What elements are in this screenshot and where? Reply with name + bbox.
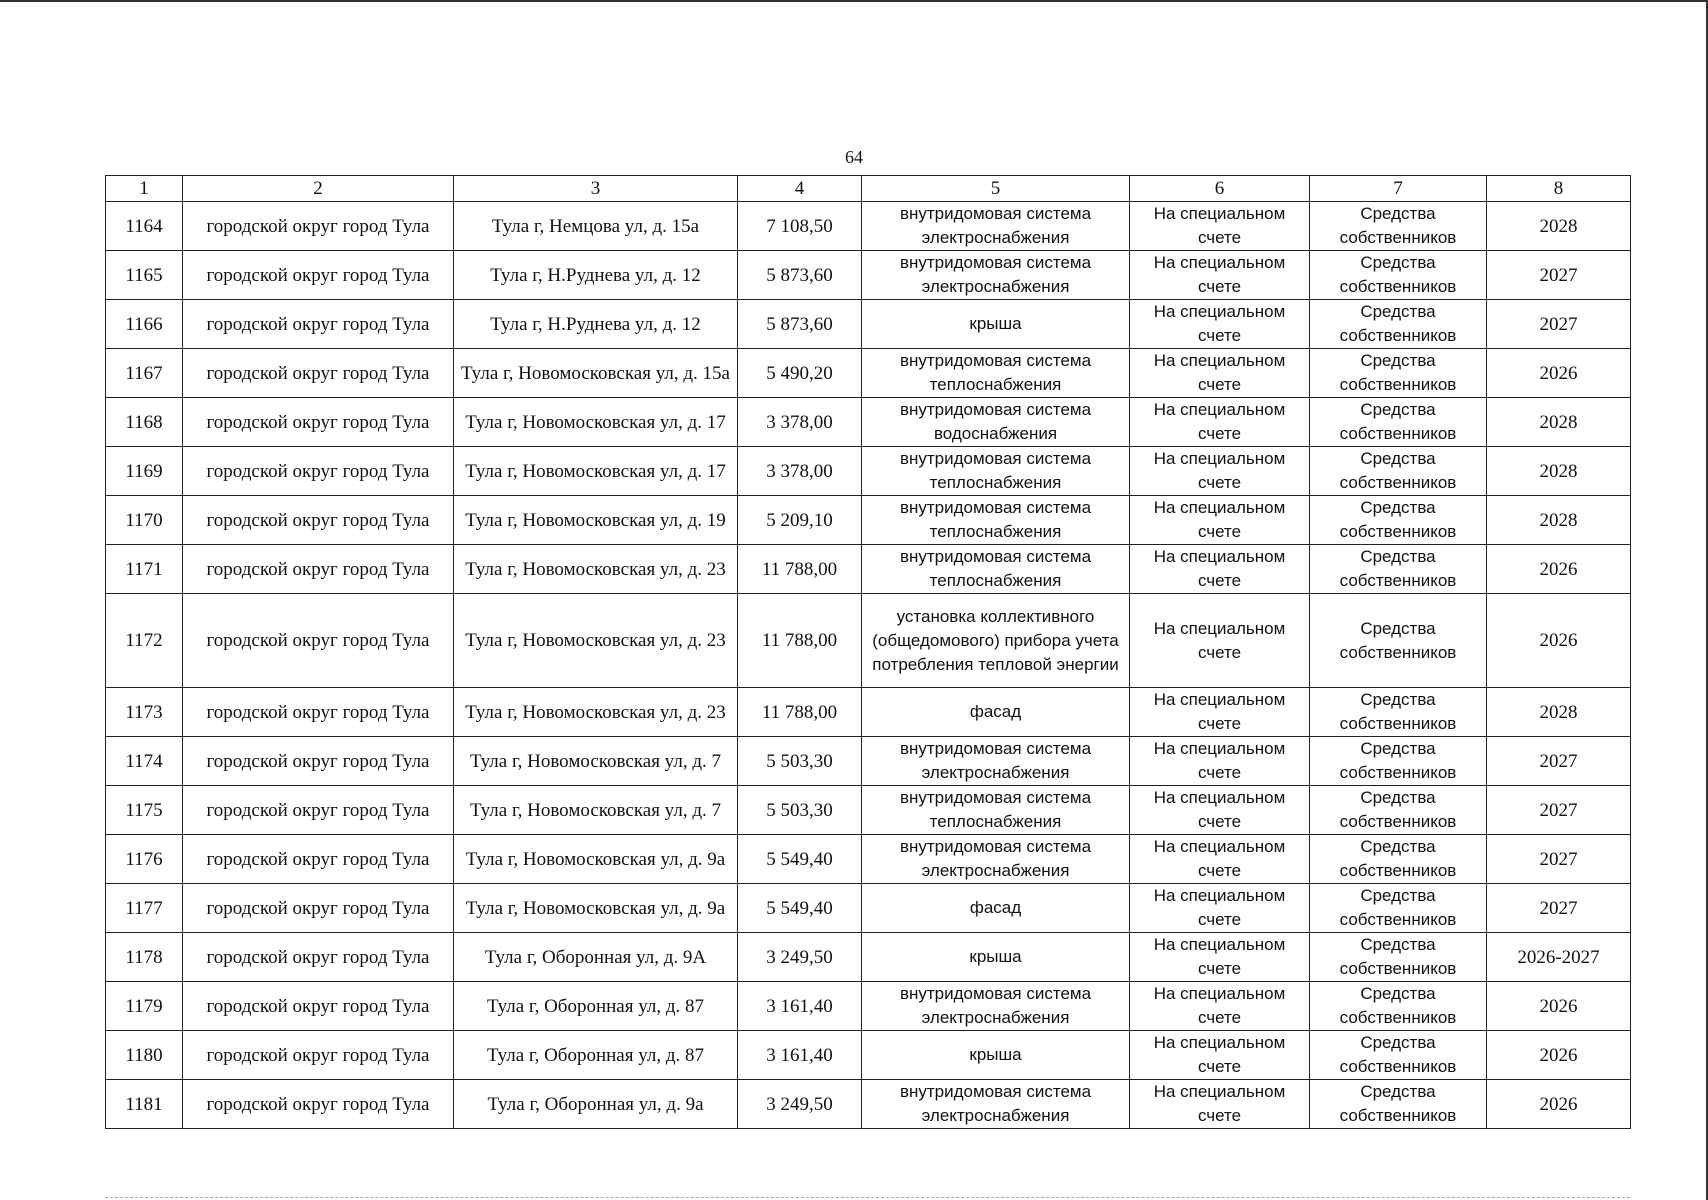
address-cell: Тула г, Оборонная ул, д. 9а — [454, 1080, 738, 1129]
fund-account-cell: На специальном счете — [1130, 737, 1310, 786]
municipality-cell: городской округ город Тула — [183, 300, 454, 349]
fund-account-cell: На специальном счете — [1130, 545, 1310, 594]
municipality-cell: городской округ город Тула — [183, 545, 454, 594]
work-type-cell: внутридомовая система электроснабжения — [862, 1080, 1130, 1129]
municipality-cell: городской округ город Тула — [183, 982, 454, 1031]
fund-account-cell: На специальном счете — [1130, 1080, 1310, 1129]
funding-source-cell: Средства собственников — [1310, 835, 1487, 884]
table-row — [106, 884, 1631, 933]
fund-account-cell: На специальном счете — [1130, 982, 1310, 1031]
area-value-cell: 3 249,50 — [738, 933, 862, 982]
funding-source-cell: Средства собственников — [1310, 884, 1487, 933]
area-value-cell: 11 788,00 — [738, 594, 862, 688]
funding-source-cell: Средства собственников — [1310, 398, 1487, 447]
row-number-cell: 1164 — [106, 202, 183, 251]
fund-account-cell: На специальном счете — [1130, 202, 1310, 251]
funding-source-cell: Средства собственников — [1310, 786, 1487, 835]
year-cell: 2026 — [1487, 545, 1631, 594]
year-cell: 2026 — [1487, 982, 1631, 1031]
area-value-cell: 3 378,00 — [738, 447, 862, 496]
funding-source-cell: Средства собственников — [1310, 688, 1487, 737]
municipality-cell: городской округ город Тула — [183, 594, 454, 688]
work-type-cell: установка коллективного (общедомового) прибора учета потребления тепловой энергии — [862, 594, 1130, 688]
fund-account-cell: На специальном счете — [1130, 349, 1310, 398]
municipality-cell: городской округ город Тула — [183, 202, 454, 251]
year-cell: 2028 — [1487, 398, 1631, 447]
work-type-cell: крыша — [862, 300, 1130, 349]
row-number-cell: 1177 — [106, 884, 183, 933]
table-row — [106, 1080, 1631, 1129]
area-value-cell: 3 161,40 — [738, 982, 862, 1031]
fund-account-cell: На специальном счете — [1130, 496, 1310, 545]
municipality-cell: городской округ город Тула — [183, 447, 454, 496]
table-row — [106, 496, 1631, 545]
area-value-cell: 3 161,40 — [738, 1031, 862, 1080]
funding-source-cell: Средства собственников — [1310, 545, 1487, 594]
municipality-cell: городской округ город Тула — [183, 349, 454, 398]
address-cell: Тула г, Новомосковская ул, д. 17 — [454, 447, 738, 496]
area-value-cell: 11 788,00 — [738, 545, 862, 594]
work-type-cell: внутридомовая система электроснабжения — [862, 835, 1130, 884]
fund-account-cell: На специальном счете — [1130, 884, 1310, 933]
year-cell: 2028 — [1487, 447, 1631, 496]
year-cell: 2026 — [1487, 349, 1631, 398]
year-cell: 2026 — [1487, 1080, 1631, 1129]
page-number: 64 — [845, 147, 863, 167]
row-number-cell: 1165 — [106, 251, 183, 300]
area-value-cell: 5 873,60 — [738, 300, 862, 349]
work-type-cell: фасад — [862, 884, 1130, 933]
column-number: 6 — [1130, 176, 1310, 202]
table-row — [106, 1031, 1631, 1080]
fund-account-cell: На специальном счете — [1130, 786, 1310, 835]
municipality-cell: городской округ город Тула — [183, 251, 454, 300]
municipality-cell: городской округ город Тула — [183, 1080, 454, 1129]
address-cell: Тула г, Новомосковская ул, д. 19 — [454, 496, 738, 545]
municipality-cell: городской округ город Тула — [183, 884, 454, 933]
column-number: 7 — [1310, 176, 1487, 202]
year-cell: 2027 — [1487, 835, 1631, 884]
row-number-cell: 1167 — [106, 349, 183, 398]
address-cell: Тула г, Новомосковская ул, д. 9а — [454, 884, 738, 933]
table-row — [106, 349, 1631, 398]
row-number-cell: 1180 — [106, 1031, 183, 1080]
row-number-cell: 1170 — [106, 496, 183, 545]
work-type-cell: внутридомовая система водоснабжения — [862, 398, 1130, 447]
row-number-cell: 1169 — [106, 447, 183, 496]
area-value-cell: 3 249,50 — [738, 1080, 862, 1129]
funding-source-cell: Средства собственников — [1310, 447, 1487, 496]
row-number-cell: 1172 — [106, 594, 183, 688]
municipality-cell: городской округ город Тула — [183, 398, 454, 447]
area-value-cell: 5 503,30 — [738, 786, 862, 835]
work-type-cell: фасад — [862, 688, 1130, 737]
work-type-cell: крыша — [862, 933, 1130, 982]
column-number: 2 — [183, 176, 454, 202]
table-row — [106, 398, 1631, 447]
work-type-cell: крыша — [862, 1031, 1130, 1080]
year-cell: 2027 — [1487, 786, 1631, 835]
register-table — [105, 175, 1631, 1129]
fund-account-cell: На специальном счете — [1130, 398, 1310, 447]
municipality-cell: городской округ город Тула — [183, 835, 454, 884]
year-cell: 2028 — [1487, 688, 1631, 737]
municipality-cell: городской округ город Тула — [183, 496, 454, 545]
funding-source-cell: Средства собственников — [1310, 1031, 1487, 1080]
table-row — [106, 300, 1631, 349]
area-value-cell: 5 209,10 — [738, 496, 862, 545]
column-number: 3 — [454, 176, 738, 202]
table-row — [106, 835, 1631, 884]
area-value-cell: 5 873,60 — [738, 251, 862, 300]
work-type-cell: внутридомовая система теплоснабжения — [862, 447, 1130, 496]
work-type-cell: внутридомовая система электроснабжения — [862, 737, 1130, 786]
area-value-cell: 5 503,30 — [738, 737, 862, 786]
area-value-cell: 11 788,00 — [738, 688, 862, 737]
column-number: 1 — [106, 176, 183, 202]
fund-account-cell: На специальном счете — [1130, 688, 1310, 737]
row-number-cell: 1175 — [106, 786, 183, 835]
funding-source-cell: Средства собственников — [1310, 594, 1487, 688]
work-type-cell: внутридомовая система теплоснабжения — [862, 545, 1130, 594]
funding-source-cell: Средства собственников — [1310, 251, 1487, 300]
funding-source-cell: Средства собственников — [1310, 349, 1487, 398]
funding-source-cell: Средства собственников — [1310, 1080, 1487, 1129]
address-cell: Тула г, Немцова ул, д. 15а — [454, 202, 738, 251]
address-cell: Тула г, Оборонная ул, д. 87 — [454, 982, 738, 1031]
work-type-cell: внутридомовая система электроснабжения — [862, 202, 1130, 251]
funding-source-cell: Средства собственников — [1310, 496, 1487, 545]
column-number: 4 — [738, 176, 862, 202]
municipality-cell: городской округ город Тула — [183, 933, 454, 982]
fund-account-cell: На специальном счете — [1130, 1031, 1310, 1080]
fund-account-cell: На специальном счете — [1130, 594, 1310, 688]
column-number: 5 — [862, 176, 1130, 202]
funding-source-cell: Средства собственников — [1310, 202, 1487, 251]
table-row — [106, 933, 1631, 982]
table-row — [106, 982, 1631, 1031]
fund-account-cell: На специальном счете — [1130, 300, 1310, 349]
year-cell: 2026-2027 — [1487, 933, 1631, 982]
row-number-cell: 1176 — [106, 835, 183, 884]
address-cell: Тула г, Новомосковская ул, д. 9а — [454, 835, 738, 884]
row-number-cell: 1168 — [106, 398, 183, 447]
row-number-cell: 1166 — [106, 300, 183, 349]
address-cell: Тула г, Оборонная ул, д. 87 — [454, 1031, 738, 1080]
area-value-cell: 5 549,40 — [738, 884, 862, 933]
table-row — [106, 545, 1631, 594]
row-number-cell: 1174 — [106, 737, 183, 786]
year-cell: 2026 — [1487, 594, 1631, 688]
work-type-cell: внутридомовая система электроснабжения — [862, 982, 1130, 1031]
work-type-cell: внутридомовая система теплоснабжения — [862, 786, 1130, 835]
fund-account-cell: На специальном счете — [1130, 447, 1310, 496]
fund-account-cell: На специальном счете — [1130, 251, 1310, 300]
area-value-cell: 7 108,50 — [738, 202, 862, 251]
address-cell: Тула г, Новомосковская ул, д. 7 — [454, 786, 738, 835]
table-row — [106, 447, 1631, 496]
address-cell: Тула г, Новомосковская ул, д. 23 — [454, 545, 738, 594]
funding-source-cell: Средства собственников — [1310, 982, 1487, 1031]
bottom-scan-rule — [105, 1197, 1630, 1199]
work-type-cell: внутридомовая система теплоснабжения — [862, 349, 1130, 398]
municipality-cell: городской округ город Тула — [183, 1031, 454, 1080]
table-row — [106, 737, 1631, 786]
register-body — [106, 176, 1631, 1129]
table-row — [106, 786, 1631, 835]
year-cell: 2028 — [1487, 202, 1631, 251]
address-cell: Тула г, Н.Руднева ул, д. 12 — [454, 251, 738, 300]
address-cell: Тула г, Оборонная ул, д. 9А — [454, 933, 738, 982]
area-value-cell: 3 378,00 — [738, 398, 862, 447]
address-cell: Тула г, Новомосковская ул, д. 23 — [454, 594, 738, 688]
table-row — [106, 594, 1631, 688]
year-cell: 2027 — [1487, 737, 1631, 786]
work-type-cell: внутридомовая система электроснабжения — [862, 251, 1130, 300]
column-number-row — [106, 176, 1631, 202]
municipality-cell: городской округ город Тула — [183, 688, 454, 737]
funding-source-cell: Средства собственников — [1310, 737, 1487, 786]
fund-account-cell: На специальном счете — [1130, 835, 1310, 884]
area-value-cell: 5 490,20 — [738, 349, 862, 398]
address-cell: Тула г, Н.Руднева ул, д. 12 — [454, 300, 738, 349]
address-cell: Тула г, Новомосковская ул, д. 17 — [454, 398, 738, 447]
row-number-cell: 1181 — [106, 1080, 183, 1129]
year-cell: 2027 — [1487, 300, 1631, 349]
year-cell: 2027 — [1487, 884, 1631, 933]
year-cell: 2027 — [1487, 251, 1631, 300]
address-cell: Тула г, Новомосковская ул, д. 23 — [454, 688, 738, 737]
page-edge-top — [0, 0, 1708, 2]
funding-source-cell: Средства собственников — [1310, 300, 1487, 349]
year-cell: 2028 — [1487, 496, 1631, 545]
municipality-cell: городской округ город Тула — [183, 786, 454, 835]
row-number-cell: 1178 — [106, 933, 183, 982]
funding-source-cell: Средства собственников — [1310, 933, 1487, 982]
row-number-cell: 1173 — [106, 688, 183, 737]
table-row — [106, 202, 1631, 251]
work-type-cell: внутридомовая система теплоснабжения — [862, 496, 1130, 545]
table-row — [106, 251, 1631, 300]
row-number-cell: 1179 — [106, 982, 183, 1031]
municipality-cell: городской округ город Тула — [183, 737, 454, 786]
area-value-cell: 5 549,40 — [738, 835, 862, 884]
address-cell: Тула г, Новомосковская ул, д. 15а — [454, 349, 738, 398]
year-cell: 2026 — [1487, 1031, 1631, 1080]
table-row — [106, 688, 1631, 737]
address-cell: Тула г, Новомосковская ул, д. 7 — [454, 737, 738, 786]
row-number-cell: 1171 — [106, 545, 183, 594]
column-number: 8 — [1487, 176, 1631, 202]
fund-account-cell: На специальном счете — [1130, 933, 1310, 982]
